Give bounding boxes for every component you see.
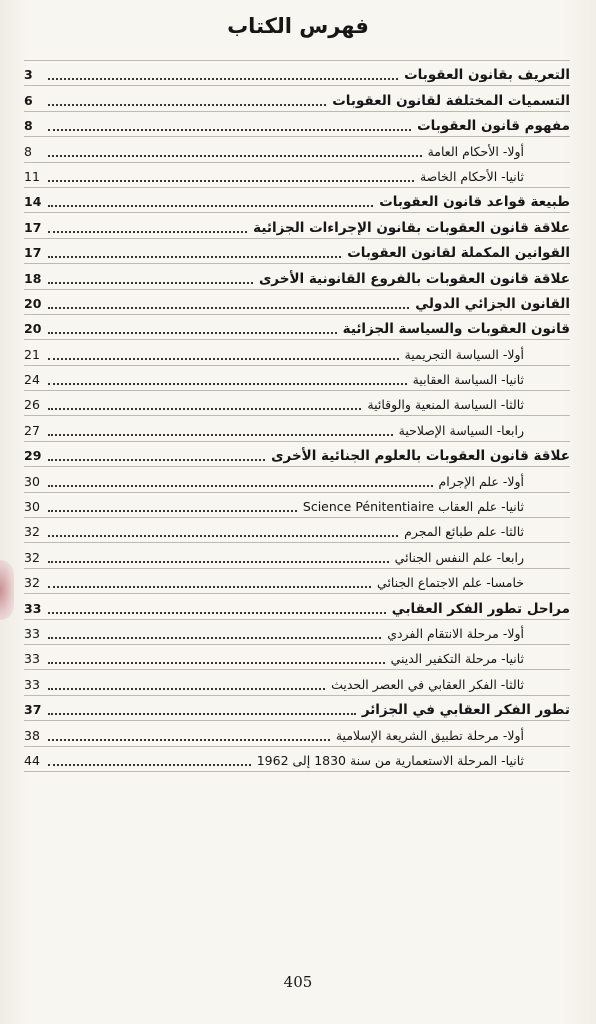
toc-entry [24,442,570,467]
toc-entry-page: 27 [24,422,40,438]
toc-entry-page: 17 [24,245,42,261]
dot-leader [48,180,414,182]
toc-entry-page: 32 [24,549,40,565]
toc-entry-title: خامسا- علم الاجتماع الجنائي [377,575,524,591]
dot-leader [48,612,386,614]
toc-entry [24,112,570,137]
dot-leader [48,231,247,233]
toc-entry-page: 29 [24,448,42,464]
toc-entry-title: ثالثا- علم طبائع المجرم [404,524,524,540]
toc-entry [24,391,570,416]
toc-entry-page: 20 [24,295,42,311]
toc-entry-page: 21 [24,346,40,362]
toc-entry-title: ثانيا- السياسة العقابية [412,372,524,388]
dot-leader [48,535,398,537]
toc-entry [24,315,570,340]
toc-entry-page: 6 [24,92,33,108]
toc-entry-title: التعريف بقانون العقوبات [404,67,570,84]
dot-leader [48,637,381,639]
toc-entry [24,670,570,695]
toc-entry [24,137,570,162]
toc-entry-title: ثالثا- السياسة المنعية والوقائية [367,397,524,413]
page-title: فهرس الكتاب [227,14,369,38]
toc-entry-title: قانون العقوبات والسياسة الجزائية [342,321,570,338]
dot-leader [48,408,361,410]
toc-entry [24,366,570,391]
toc-entry [24,620,570,645]
dot-leader [48,459,265,461]
page-edge-stain [0,560,14,620]
toc-entry [24,213,570,238]
dot-leader [48,485,433,487]
toc-entry-page: 8 [24,118,33,134]
toc-entry [24,340,570,365]
toc-entry [24,163,570,188]
toc-entry [24,645,570,670]
toc-entry [24,721,570,746]
toc-entry-page: 37 [24,702,42,718]
dot-leader [48,713,356,715]
toc-entry-page: 33 [24,625,40,641]
dot-leader [48,510,297,512]
toc-entry-title: رابعا- علم النفس الجنائي [394,549,524,565]
toc-entry [24,264,570,289]
toc-entry [24,747,570,772]
toc-entry [24,416,570,441]
dot-leader [48,332,337,334]
toc-entry-page: 32 [24,575,40,591]
dot-leader [48,561,389,563]
toc-entry-title: أولا- السياسة التجريمية [404,346,524,362]
toc-entry [24,290,570,315]
toc-entry [24,493,570,518]
toc-entry [24,188,570,213]
dot-leader [48,764,251,766]
dot-leader [48,129,411,131]
toc-entry-page: 33 [24,600,42,616]
toc-entry-title: علاقة قانون العقوبات بالعلوم الجنائية الأخرى [271,448,570,465]
toc-entry-title: القوانين المكملة لقانون العقوبات [347,245,570,262]
toc-entry-title: أولا- الأحكام العامة [427,143,524,159]
toc-entry-page: 38 [24,727,40,743]
dot-leader [48,78,398,80]
dot-leader [48,282,253,284]
page-number: 405 [283,973,313,991]
dot-leader [48,739,330,741]
toc-entry-page: 11 [24,168,40,184]
toc-entry-page: 32 [24,524,40,540]
toc-entry-title: ثانيا- مرحلة التكفير الديني [390,651,524,667]
toc-entry [24,467,570,492]
toc-entry-title: أولا- مرحلة تطبيق الشريعة الإسلامية [335,727,524,743]
toc-entry [24,239,570,264]
dot-leader [48,358,399,360]
dot-leader [48,434,393,436]
dot-leader [48,307,409,309]
toc-entry-page: 14 [24,194,42,210]
dot-leader [48,662,385,664]
dot-leader [48,383,407,385]
toc-entry [24,60,570,86]
dot-leader [48,205,373,207]
toc-entry [24,594,570,619]
dot-leader [48,256,341,258]
toc-entry-page: 26 [24,397,40,413]
toc-entry [24,569,570,594]
toc-entry-page: 17 [24,219,42,235]
toc-entry-title: علاقة قانون العقوبات بقانون الإجراءات الجزائية [253,219,570,236]
toc-entry-page: 33 [24,651,40,667]
toc-entry-title: القانون الجزائي الدولي [415,295,570,312]
table-of-contents [24,60,570,772]
toc-entry-title: تطور الفكر العقابي في الجزائر [361,702,570,719]
toc-entry-title: أولا- مرحلة الانتقام الفردي [387,625,524,641]
toc-entry-title: ثانيا- الأحكام الخاصة [419,168,524,184]
toc-entry-page: 30 [24,499,40,515]
toc-entry-title: مفهوم قانون العقوبات [417,118,570,135]
dot-leader [48,586,371,588]
toc-entry-title: أولا- علم الإجرام [438,473,524,489]
toc-entry-title: التسميات المختلفة لقانون العقوبات [332,92,570,109]
toc-entry-page: 3 [24,67,33,83]
toc-entry-page: 24 [24,372,40,388]
dot-leader [48,155,422,157]
toc-entry-title: رابعا- السياسة الإصلاحية [398,422,524,438]
toc-entry-page: 20 [24,321,42,337]
toc-entry [24,86,570,111]
toc-entry-title: ثالثا- الفكر العقابي في العصر الحديث [331,676,524,692]
toc-entry-page: 30 [24,473,40,489]
toc-entry [24,696,570,721]
toc-entry-title: مراحل تطور الفكر العقابي [391,600,570,617]
toc-entry-page: 44 [24,752,40,768]
toc-entry-title: ثانيا- المرحلة الاستعمارية من سنة 1830 إلى 1962 [256,752,524,768]
toc-entry-title: علاقة قانون العقوبات بالفروع القانونية الأخرى [258,270,570,287]
toc-entry [24,543,570,568]
toc-entry-page: 8 [24,143,32,159]
dot-leader [48,688,325,690]
toc-entry-title: طبيعة قواعد قانون العقوبات [379,194,570,211]
toc-entry-title: ثانيا- علم العقاب Science Pénitentiaire [302,499,524,515]
toc-entry-page: 18 [24,270,42,286]
dot-leader [48,104,326,106]
toc-entry [24,518,570,543]
toc-entry-page: 33 [24,676,40,692]
